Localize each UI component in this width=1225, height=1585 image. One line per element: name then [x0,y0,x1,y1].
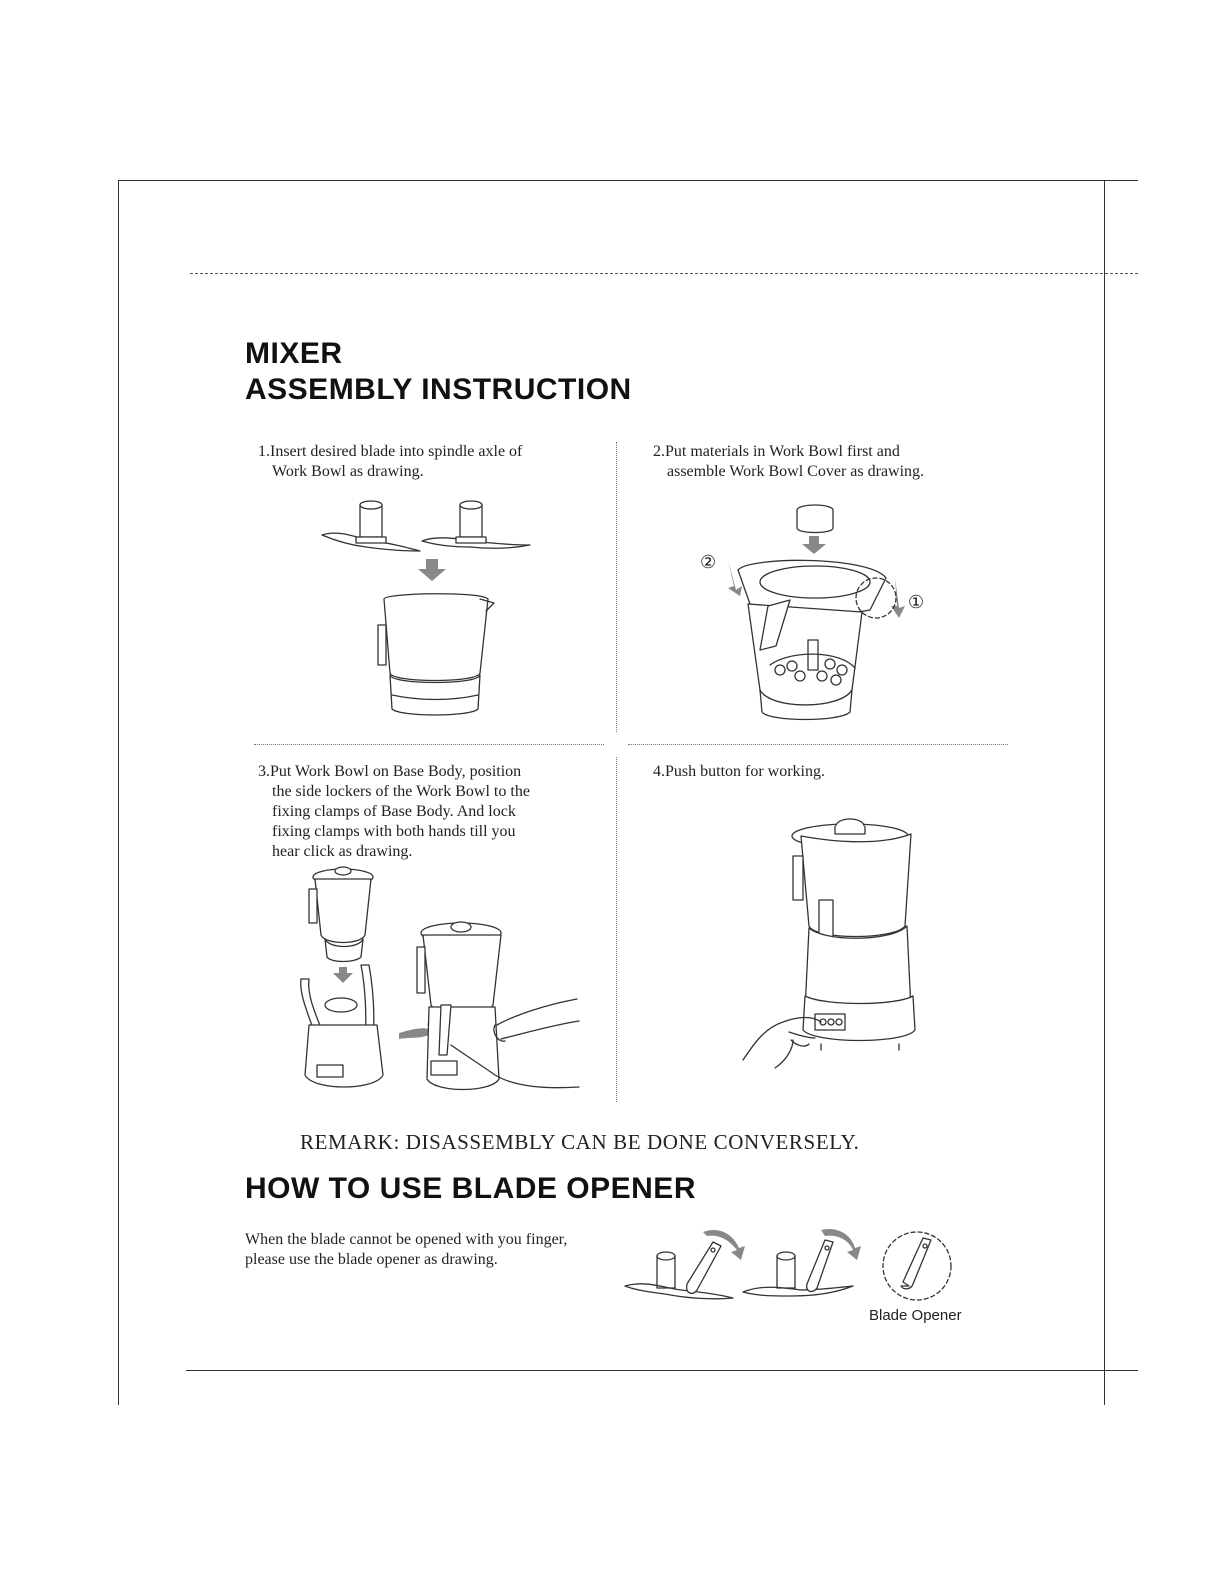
rotate-arrow-icon [728,560,742,596]
rotate-arrow-icon [891,578,905,618]
grid-divider-horizontal-left [254,744,604,745]
step-3-line4: fixing clamps with both hands till you [272,823,516,840]
mixer-icon [792,819,915,1050]
frame-right-line [1104,180,1105,1405]
work-bowl-icon [378,594,494,715]
blade-icon [322,501,420,551]
remark-text: REMARK: DISASSEMBLY CAN BE DONE CONVERSELY. [300,1130,860,1154]
title-blade-opener: HOW TO USE BLADE OPENER [245,1172,696,1205]
mixer-bowl-icon [738,560,896,719]
callout-one: ① [908,592,925,612]
grid-divider-horizontal-right [628,744,1008,745]
step-3-line2: the side lockers of the Work Bowl to the [272,783,530,800]
step-2-line2: assemble Work Bowl Cover as drawing. [667,463,925,480]
step-1-text [258,442,598,482]
blade-note [245,1230,625,1270]
step-2-line1: 2.Put materials in Work Bowl first and [653,443,900,460]
step-4-text [653,762,993,782]
step-2-illustration [690,500,950,730]
step-3-line1: 3.Put Work Bowl on Base Body, position [258,763,522,780]
title-block [245,336,632,408]
mixer-icon [417,922,501,1090]
step-4-illustration [735,810,955,1085]
arrow-down-icon [802,536,826,554]
title-assembly: ASSEMBLY INSTRUCTION [245,373,632,406]
grid-divider-vertical-top [616,442,617,732]
step-4-line1: 4.Push button for working. [653,763,825,780]
step-3-line3: fixing clamps of Base Body. And lock [272,803,516,820]
step-1-illustration [320,495,540,740]
arrow-down-icon [418,559,446,581]
blade-opener-label: Blade Opener [869,1307,962,1324]
step-1-line1: 1.Insert desired blade into spindle axle of [258,443,523,460]
callout-two: ② [700,552,717,572]
work-bowl-icon [309,867,373,962]
arrow-down-icon [333,967,353,983]
blade-icon [625,1242,733,1299]
grid-divider-vertical-bottom [616,757,617,1102]
blade-opener-icon [687,1242,721,1293]
step-3-text [258,762,598,862]
step-3-illustration [295,865,595,1100]
blade-icon [743,1240,853,1296]
base-body-icon [301,965,383,1087]
blade-icon [422,501,530,548]
frame-top-line [118,180,1138,181]
step-2-text [653,442,993,482]
dashed-divider [190,273,1138,274]
blade-opener-callout [883,1232,951,1300]
frame-left-line [118,180,119,1405]
title-mixer: MIXER [245,337,343,370]
blade-note-line1: When the blade cannot be opened with you finger, [245,1231,568,1248]
cover-cap-icon [797,505,833,533]
blade-note-line2: please use the blade opener as drawing. [245,1251,498,1268]
step-1-line2: Work Bowl as drawing. [272,463,424,480]
frame-bottom-line [186,1370,1138,1371]
step-3-line5: hear click as drawing. [272,843,413,860]
